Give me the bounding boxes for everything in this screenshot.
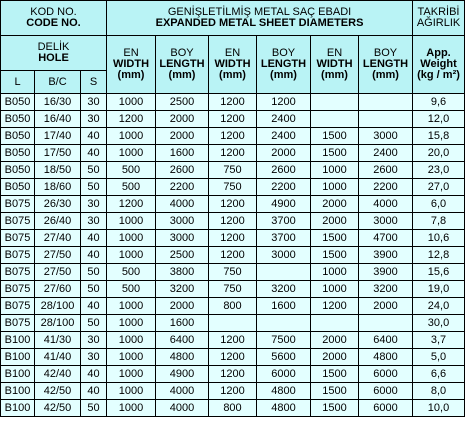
- cell-length-3: [359, 315, 413, 332]
- cell-bc: 18/50: [35, 162, 81, 179]
- cell-width-1: 1000: [107, 230, 156, 247]
- cell-bc: 41/30: [35, 332, 81, 349]
- cell-bc: 27/60: [35, 281, 81, 298]
- cell-weight: 24,0: [413, 298, 465, 315]
- cell-width-2: 750: [209, 281, 257, 298]
- hole-col-bc: B/C: [35, 71, 81, 94]
- cell-length-3: 2600: [359, 162, 413, 179]
- cell-width-3: 1500: [311, 230, 359, 247]
- cell-code: B050: [1, 111, 35, 128]
- cell-s: 40: [81, 298, 107, 315]
- cell-width-2: 1200: [209, 366, 257, 383]
- boy-label: BOY: [373, 47, 398, 59]
- cell-length-1: 2000: [156, 128, 209, 145]
- cell-width-3: 1500: [311, 383, 359, 400]
- cell-s: 30: [81, 349, 107, 366]
- cell-length-2: 4800: [257, 400, 311, 417]
- cell-bc: 26/40: [35, 213, 81, 230]
- cell-weight: 9,6: [413, 94, 465, 111]
- cell-weight: 12,0: [413, 111, 465, 128]
- cell-length-1: 2200: [156, 179, 209, 196]
- cell-length-1: 3800: [156, 264, 209, 281]
- cell-width-1: 1000: [107, 349, 156, 366]
- cell-length-1: 1600: [156, 145, 209, 162]
- cell-s: 50: [81, 179, 107, 196]
- unit-mm: (mm): [168, 69, 196, 81]
- cell-width-3: 1500: [311, 145, 359, 162]
- cell-length-2: 5600: [257, 349, 311, 366]
- cell-length-2: 1200: [257, 94, 311, 111]
- unit-mm: (mm): [219, 69, 246, 81]
- cell-width-1: 500: [107, 179, 156, 196]
- table-row: [1, 230, 465, 247]
- cell-width-3: 1500: [311, 366, 359, 383]
- cell-weight: 6,6: [413, 366, 465, 383]
- en-width-header-1: [107, 36, 156, 94]
- unit-mm: (mm): [270, 69, 297, 81]
- cell-weight: 10,0: [413, 400, 465, 417]
- weight-header-tr-cell: [413, 1, 465, 36]
- cell-bc: 42/50: [35, 383, 81, 400]
- cell-width-3: [311, 111, 359, 128]
- cell-length-1: 2000: [156, 298, 209, 315]
- cell-bc: 18/60: [35, 179, 81, 196]
- table-row: [1, 111, 465, 128]
- en-label: EN: [123, 47, 139, 59]
- table-row: [1, 196, 465, 213]
- cell-width-3: 1200: [311, 298, 359, 315]
- weight-label-tr-1: TAKRİBİ: [417, 6, 460, 18]
- cell-bc: 41/40: [35, 349, 81, 366]
- cell-length-2: 3700: [257, 213, 311, 230]
- cell-s: 40: [81, 230, 107, 247]
- cell-width-2: 1200: [209, 94, 257, 111]
- cell-width-3: 1000: [311, 179, 359, 196]
- boy-label: BOY: [170, 47, 194, 59]
- cell-bc: 42/40: [35, 366, 81, 383]
- cell-width-1: 500: [107, 264, 156, 281]
- cell-code: B050: [1, 145, 35, 162]
- weight-label-tr-2: AĞIRLIK: [416, 17, 461, 29]
- length-label: LENGTH: [159, 58, 205, 70]
- cell-code: B075: [1, 315, 35, 332]
- cell-s: 30: [81, 332, 107, 349]
- cell-length-2: 2400: [257, 111, 311, 128]
- cell-length-1: 4000: [156, 196, 209, 213]
- cell-bc: 16/30: [35, 94, 81, 111]
- cell-length-2: [257, 264, 311, 281]
- cell-code: B075: [1, 281, 35, 298]
- table-row: [1, 247, 465, 264]
- cell-weight: 20,0: [413, 145, 465, 162]
- table-row: [1, 145, 465, 162]
- en-label: EN: [224, 47, 241, 59]
- cell-length-3: 6000: [359, 400, 413, 417]
- cell-length-3: [359, 111, 413, 128]
- cell-length-1: 1600: [156, 315, 209, 332]
- code-label-tr: KOD NO.: [30, 6, 77, 18]
- cell-width-3: [311, 315, 359, 332]
- cell-width-2: 1200: [209, 128, 257, 145]
- cell-length-3: 6000: [359, 366, 413, 383]
- cell-length-2: 2000: [257, 145, 311, 162]
- cell-length-3: 3200: [359, 281, 413, 298]
- cell-weight: 30,0: [413, 315, 465, 332]
- cell-width-2: 1200: [209, 145, 257, 162]
- cell-width-1: 1000: [107, 332, 156, 349]
- cell-s: 40: [81, 128, 107, 145]
- table-row: [1, 400, 465, 417]
- cell-length-2: 2600: [257, 162, 311, 179]
- cell-length-3: [359, 94, 413, 111]
- cell-width-2: 750: [209, 264, 257, 281]
- cell-width-1: 1000: [107, 366, 156, 383]
- cell-length-2: 4900: [257, 196, 311, 213]
- table-row: [1, 213, 465, 230]
- cell-s: 40: [81, 145, 107, 162]
- cell-width-2: 1200: [209, 383, 257, 400]
- cell-width-3: 1500: [311, 400, 359, 417]
- cell-s: 30: [81, 94, 107, 111]
- cell-weight: 10,6: [413, 230, 465, 247]
- cell-bc: 27/50: [35, 247, 81, 264]
- cell-length-2: [257, 315, 311, 332]
- boy-label: BOY: [271, 47, 296, 59]
- cell-length-3: 4700: [359, 230, 413, 247]
- cell-bc: 28/100: [35, 298, 81, 315]
- cell-bc: 16/40: [35, 111, 81, 128]
- cell-code: B100: [1, 332, 35, 349]
- cell-code: B075: [1, 213, 35, 230]
- cell-code: B050: [1, 128, 35, 145]
- cell-length-2: 1600: [257, 298, 311, 315]
- cell-bc: 27/40: [35, 230, 81, 247]
- code-label-en: CODE NO.: [26, 17, 81, 29]
- cell-width-2: 1200: [209, 111, 257, 128]
- cell-width-1: 1000: [107, 145, 156, 162]
- boy-length-header-2: [257, 36, 311, 94]
- cell-weight: 6,0: [413, 196, 465, 213]
- cell-bc: 28/100: [35, 315, 81, 332]
- cell-weight: 15,6: [413, 264, 465, 281]
- en-width-header-2: [209, 36, 257, 94]
- cell-length-2: 2200: [257, 179, 311, 196]
- cell-code: B075: [1, 196, 35, 213]
- cell-length-3: 3900: [359, 247, 413, 264]
- cell-bc: 17/50: [35, 145, 81, 162]
- cell-weight: 27,0: [413, 179, 465, 196]
- cell-width-3: 1500: [311, 128, 359, 145]
- cell-length-2: 4800: [257, 383, 311, 400]
- width-label: WIDTH: [316, 58, 353, 70]
- cell-code: B100: [1, 400, 35, 417]
- unit-mm: (mm): [321, 69, 348, 81]
- en-width-header-3: [311, 36, 359, 94]
- hole-col-s: S: [81, 71, 107, 94]
- length-label: LENGTH: [362, 58, 409, 70]
- cell-length-2: 7500: [257, 332, 311, 349]
- cell-s: 30: [81, 196, 107, 213]
- table-header: [1, 1, 465, 94]
- cell-s: 40: [81, 366, 107, 383]
- cell-width-3: [311, 94, 359, 111]
- cell-width-2: 1200: [209, 332, 257, 349]
- table-row: [1, 179, 465, 196]
- cell-width-3: 2000: [311, 196, 359, 213]
- cell-weight: 8,0: [413, 383, 465, 400]
- cell-width-2: 750: [209, 162, 257, 179]
- cell-length-1: 2000: [156, 111, 209, 128]
- cell-bc: 17/40: [35, 128, 81, 145]
- table-row: [1, 315, 465, 332]
- cell-width-2: [209, 315, 257, 332]
- cell-width-1: 500: [107, 281, 156, 298]
- cell-code: B075: [1, 298, 35, 315]
- cell-length-1: 6400: [156, 332, 209, 349]
- table-row: [1, 94, 465, 111]
- cell-length-3: 4800: [359, 349, 413, 366]
- cell-s: 40: [81, 383, 107, 400]
- cell-s: 50: [81, 281, 107, 298]
- table-body: [1, 94, 465, 417]
- cell-length-2: 3200: [257, 281, 311, 298]
- cell-weight: 19,0: [413, 281, 465, 298]
- cell-width-3: 1000: [311, 264, 359, 281]
- hole-col-l: L: [1, 71, 35, 94]
- cell-weight: 12,8: [413, 247, 465, 264]
- cell-bc: 42/50: [35, 400, 81, 417]
- cell-width-2: 1200: [209, 230, 257, 247]
- hole-label-en: HOLE: [38, 52, 69, 64]
- cell-width-1: 1000: [107, 94, 156, 111]
- cell-length-2: 2400: [257, 128, 311, 145]
- cell-weight: 5,0: [413, 349, 465, 366]
- cell-length-2: 3700: [257, 230, 311, 247]
- width-label: WIDTH: [214, 58, 251, 70]
- width-label: WIDTH: [112, 58, 150, 70]
- cell-length-3: 2000: [359, 298, 413, 315]
- cell-length-1: 4000: [156, 383, 209, 400]
- unit-mm: (mm): [117, 69, 145, 81]
- cell-s: 50: [81, 315, 107, 332]
- hole-header-cell: [1, 36, 107, 71]
- cell-code: B050: [1, 162, 35, 179]
- cell-width-2: 800: [209, 400, 257, 417]
- cell-width-3: 2000: [311, 213, 359, 230]
- cell-length-1: 3200: [156, 281, 209, 298]
- cell-width-1: 1000: [107, 383, 156, 400]
- weight-header-en-cell: [413, 36, 465, 94]
- cell-length-1: 4000: [156, 400, 209, 417]
- cell-length-1: 4800: [156, 349, 209, 366]
- weight-label-en-2: Weight: [420, 58, 457, 70]
- cell-width-1: 1200: [107, 196, 156, 213]
- cell-code: B075: [1, 247, 35, 264]
- title-header-cell: [107, 1, 413, 36]
- hole-label-tr: DELİK: [37, 41, 70, 53]
- cell-width-1: 1000: [107, 128, 156, 145]
- en-label: EN: [326, 47, 343, 59]
- cell-length-1: 3000: [156, 230, 209, 247]
- cell-s: 50: [81, 400, 107, 417]
- cell-width-2: 1200: [209, 213, 257, 230]
- cell-length-3: 2400: [359, 145, 413, 162]
- table-row: [1, 162, 465, 179]
- cell-width-3: 1000: [311, 281, 359, 298]
- cell-length-3: 3000: [359, 213, 413, 230]
- table-row: [1, 383, 465, 400]
- boy-length-header-3: [359, 36, 413, 94]
- cell-width-1: 1000: [107, 315, 156, 332]
- weight-unit: (kg / m²): [417, 69, 460, 81]
- cell-length-3: 3000: [359, 128, 413, 145]
- title-tr: GENİŞLETİLMİŞ METAL SAÇ EBADI: [167, 6, 352, 18]
- table-row: [1, 298, 465, 315]
- cell-code: B100: [1, 366, 35, 383]
- length-label: LENGTH: [260, 58, 307, 70]
- cell-bc: 26/30: [35, 196, 81, 213]
- cell-width-3: 2000: [311, 349, 359, 366]
- cell-s: 30: [81, 213, 107, 230]
- cell-length-3: 6000: [359, 383, 413, 400]
- cell-length-1: 2600: [156, 162, 209, 179]
- cell-width-2: 750: [209, 179, 257, 196]
- cell-length-1: 4900: [156, 366, 209, 383]
- cell-width-3: 2000: [311, 332, 359, 349]
- table-row: [1, 349, 465, 366]
- cell-code: B050: [1, 179, 35, 196]
- cell-width-1: 1000: [107, 400, 156, 417]
- cell-width-2: 1200: [209, 196, 257, 213]
- cell-length-1: 3000: [156, 213, 209, 230]
- cell-length-1: 2500: [156, 247, 209, 264]
- cell-width-2: 1200: [209, 247, 257, 264]
- table-row: [1, 366, 465, 383]
- cell-length-2: 6000: [257, 366, 311, 383]
- title-en: EXPANDED METAL SHEET DIAMETERS: [155, 17, 364, 29]
- cell-s: 30: [81, 111, 107, 128]
- cell-width-3: 1500: [311, 247, 359, 264]
- cell-width-1: 500: [107, 162, 156, 179]
- weight-label-en-1: App.: [426, 47, 451, 59]
- table-row: [1, 281, 465, 298]
- code-header-cell: [1, 1, 107, 36]
- cell-weight: 23,0: [413, 162, 465, 179]
- cell-s: 50: [81, 264, 107, 281]
- cell-code: B050: [1, 94, 35, 111]
- cell-length-1: 2500: [156, 94, 209, 111]
- cell-bc: 27/50: [35, 264, 81, 281]
- cell-length-3: 4000: [359, 196, 413, 213]
- boy-length-header-1: [156, 36, 209, 94]
- cell-width-1: 1000: [107, 298, 156, 315]
- cell-code: B075: [1, 230, 35, 247]
- cell-width-3: 1000: [311, 162, 359, 179]
- cell-code: B100: [1, 383, 35, 400]
- cell-width-2: 1200: [209, 349, 257, 366]
- cell-s: 40: [81, 247, 107, 264]
- table-row: [1, 128, 465, 145]
- cell-length-3: 3900: [359, 264, 413, 281]
- cell-length-2: 3000: [257, 247, 311, 264]
- cell-length-3: 6400: [359, 332, 413, 349]
- cell-width-1: 1000: [107, 213, 156, 230]
- cell-code: B075: [1, 264, 35, 281]
- cell-code: B100: [1, 349, 35, 366]
- table-row: [1, 264, 465, 281]
- cell-width-1: 1200: [107, 111, 156, 128]
- cell-weight: 15,8: [413, 128, 465, 145]
- cell-width-1: 1000: [107, 247, 156, 264]
- cell-width-2: 800: [209, 298, 257, 315]
- cell-length-3: 2200: [359, 179, 413, 196]
- table-row: [1, 332, 465, 349]
- unit-mm: (mm): [372, 69, 399, 81]
- cell-weight: 7,8: [413, 213, 465, 230]
- cell-s: 50: [81, 162, 107, 179]
- cell-weight: 3,7: [413, 332, 465, 349]
